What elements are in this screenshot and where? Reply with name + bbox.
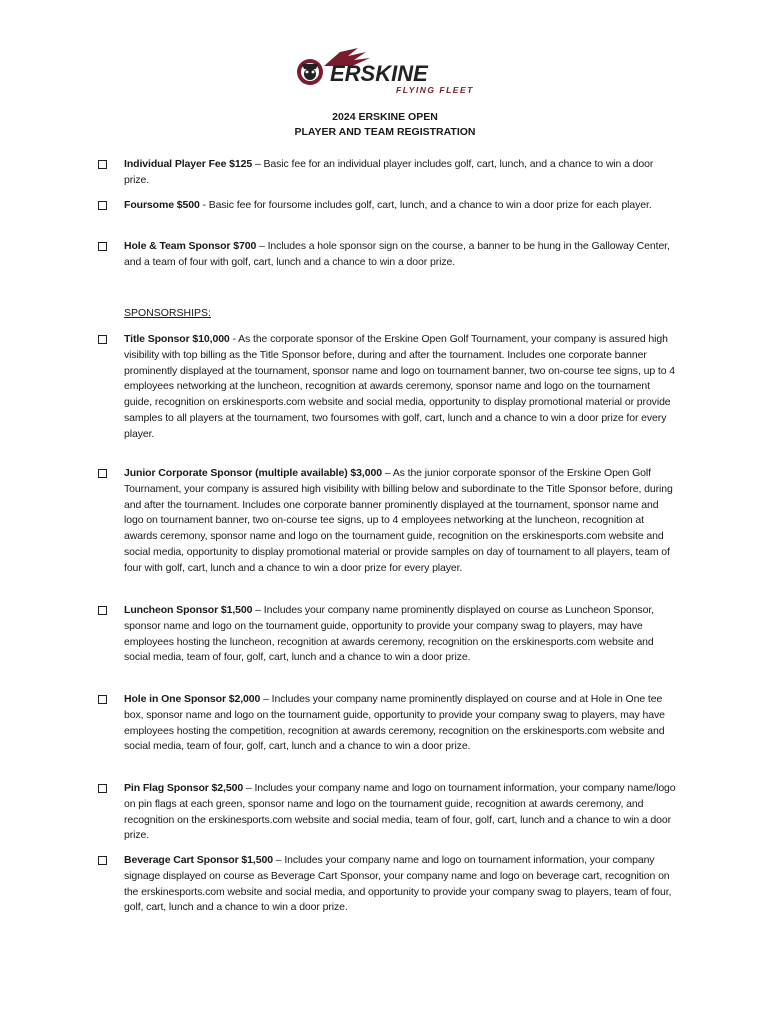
option-description: Includes a hole sponsor sign on the course, a banner to be hung in the Galloway Center, and a team of four with golf, cart, lunch and a chance to win a door prize.	[124, 240, 670, 268]
sponsorship-description: As the junior corporate sponsor of the Erskine Open Golf Tournament, your company is assured high visibility with billing below and subordinate to the Title Sponsor before, during and after the tournament. Includes one corporate banner prominently displayed at the tournament, sponsor name and logo on tournament banner, two on-course tee signs, up to 4 employees networking at the luncheon, recognition at awards ceremony, sponsor name and logo on the tournament guide, recognition on the erskinesports.com website and social media, opportunity to display promotional material or provide samples on day of tournament to all players, team of four with golf, cart, lunch and a chance to win a door prize for every player.	[124, 467, 673, 574]
checkbox[interactable]	[98, 856, 107, 865]
sponsorship-option	[98, 466, 678, 577]
option-name: Hole & Team Sponsor $700	[124, 240, 257, 252]
option-description: Basic fee for foursome includes golf, cart, lunch, and a chance to win a door prize for each player.	[208, 199, 652, 211]
sponsorship-name: Title Sponsor $10,000	[124, 333, 230, 345]
separator: –	[252, 158, 264, 170]
checkbox[interactable]	[98, 784, 107, 793]
separator: –	[272, 854, 285, 866]
sponsorship-description: Includes your company name prominently displayed on course and at Hole in One tee box, sponsor name and logo on the tournament guide, opportunity to provide your company swag to players, may have employees hosting the competition, recognition at awards ceremony, recognition on the erskinesports.com website and social media, team of four, golf, cart, lunch and a chance to win a door prize.	[124, 693, 665, 753]
sponsorship-name: Hole in One Sponsor $2,000	[124, 693, 261, 705]
checkbox[interactable]	[98, 335, 107, 344]
registration-option	[98, 157, 678, 189]
brand-wordmark: ERSKINE	[330, 61, 428, 86]
sponsorship-option	[98, 332, 678, 443]
brand-tagline: FLYING FLEET	[396, 85, 474, 95]
checkbox[interactable]	[98, 160, 107, 169]
separator: –	[381, 467, 393, 479]
registration-option	[98, 198, 678, 214]
sponsorship-description: Includes your company name and logo on tournament information, your company signage displayed on course as Beverage Cart Sponsor, your company name and logo on beverage cart, recognition on the erskinesports.com website and social media, and opportunity to provide your company swag to players, team of four, golf, cart, lunch and a chance to win a door prize.	[124, 854, 672, 914]
sponsorships-heading: SPONSORSHIPS:	[124, 307, 211, 319]
option-name: Foursome $500	[124, 199, 200, 211]
option-description: Basic fee for an individual player includes golf, cart, lunch, and a chance to win a door prize.	[124, 158, 654, 186]
registration-option	[98, 239, 678, 271]
sponsorship-name: Luncheon Sponsor $1,500	[124, 604, 253, 616]
separator: –	[252, 604, 264, 616]
flying-fleet-mascot-icon	[296, 44, 476, 96]
checkbox[interactable]	[98, 201, 107, 210]
document-title-line2: PLAYER AND TEAM REGISTRATION	[294, 126, 476, 138]
option-name: Individual Player Fee $125	[124, 158, 253, 170]
sponsorship-option	[98, 781, 678, 844]
sponsorship-description: As the corporate sponsor of the Erskine Open Golf Tournament, your company is assured high visibility with top billing as the Title Sponsor before, during and after the tournament. Includes one corporate banner prominently displayed at the tournament, sponsor name and logo on tournament banner, two on-course tee signs, up to 4 employees networking at the luncheon, recognition at awards ceremony, sponsor name and logo on the tournament guide, recognition on erskinesports.com website and social media, opportunity to display promotional material or provide samples to all players at the tournament, two foursomes with golf, cart, lunch and a chance to win a door prize for every player.	[124, 333, 675, 440]
sponsorship-name: Pin Flag Sponsor $2,500	[124, 782, 244, 794]
sponsorship-description: Includes your company name prominently displayed on course as Luncheon Sponsor, sponsor name and logo on the tournament guide, opportunity to provide your company swag to players, may have employees hosting the luncheon, recognition at awards ceremony, recognition on the erskinesports.com website and social media, team of four, golf, cart, lunch and a chance to win a door prize.	[124, 604, 654, 664]
sponsorship-name: Beverage Cart Sponsor $1,500	[124, 854, 273, 866]
checkbox[interactable]	[98, 469, 107, 478]
sponsorship-option	[98, 853, 678, 916]
erskine-flying-fleet-logo	[296, 44, 476, 96]
document-title-line1: 2024 ERSKINE OPEN	[332, 111, 438, 123]
separator: -	[229, 333, 239, 345]
sponsorship-option	[98, 603, 678, 666]
sponsorship-name: Junior Corporate Sponsor (multiple available) $3,000	[124, 467, 382, 479]
separator: -	[199, 199, 209, 211]
separator: –	[256, 240, 268, 252]
separator: –	[243, 782, 255, 794]
sponsorship-option	[98, 692, 678, 755]
checkbox[interactable]	[98, 695, 107, 704]
sponsorship-description: Includes your company name and logo on tournament information, your company name/logo on pin flags at each green, sponsor name and logo on the tournament guide, recognition at awards ceremony, and recognition on the erskinesports.com website and social media, team of four, golf, cart, lunch and a chance to win a door prize.	[124, 782, 676, 842]
checkbox[interactable]	[98, 606, 107, 615]
checkbox[interactable]	[98, 242, 107, 251]
separator: –	[260, 693, 272, 705]
